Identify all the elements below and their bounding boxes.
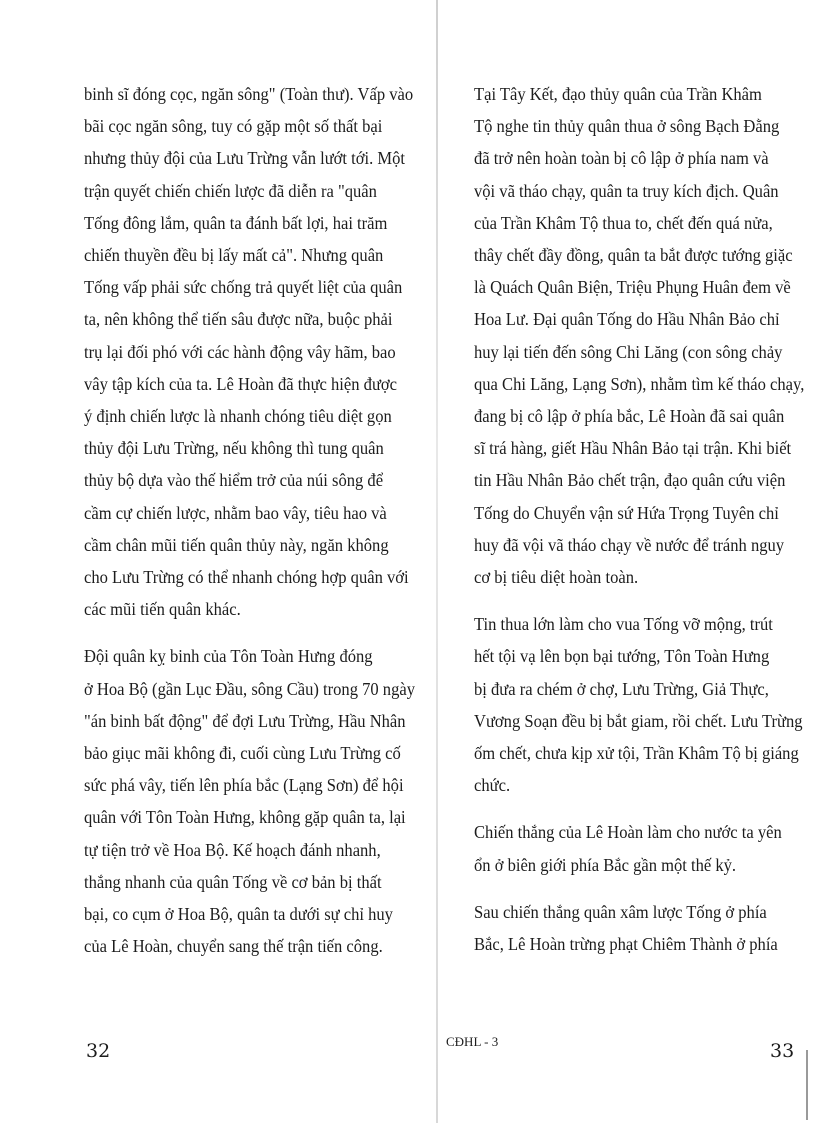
text-line: "án binh bất động" để đợi Lưu Trừng, Hầu Nhân [84, 710, 406, 731]
text-line: chức. [474, 775, 511, 796]
text-line: bị đưa ra chém ở chợ, Lưu Trừng, Giả Thực, [474, 678, 769, 699]
text-line: bảo giục mãi không đi, cuối cùng Lưu Trừng cố [84, 743, 401, 764]
text-line: trận quyết chiến chiến lược đã diễn ra "quân [84, 180, 377, 201]
text-line: Tại Tây Kết, đạo thủy quân của Trần Khâm [474, 84, 762, 104]
page-number: 32 [86, 1040, 111, 1062]
text-line: cầm chân mũi tiến quân thủy này, ngăn không [84, 534, 389, 555]
text-line: Đội quân kỵ binh của Tôn Toàn Hưng đóng [84, 646, 373, 667]
text-line: của Lê Hoàn, chuyển sang thế trận tiến công. [84, 936, 383, 957]
paragraph [84, 78, 419, 625]
text-line: quân với Tôn Toàn Hưng, không gặp quân ta, lại [84, 807, 406, 828]
text-line: Bắc, Lê Hoàn trừng phạt Chiêm Thành ở phía [474, 934, 778, 955]
text-line: sức phá vây, tiến lên phía bắc (Lạng Sơn) để hội [84, 775, 404, 796]
page-number: 33 [770, 1040, 795, 1062]
text-line: vây tập kích của ta. Lê Hoàn đã thực hiện được [84, 373, 398, 394]
text-line: tự tiện trở về Hoa Bộ. Kế hoạch đánh nhanh, [84, 839, 381, 860]
text-line: thây chết đầy đồng, quân ta bắt được tướng giặc [474, 245, 793, 266]
text-line: ổn ở biên giới phía Bắc gần một thế kỷ. [474, 854, 737, 875]
text-line: ở Hoa Bộ (gần Lục Đầu, sông Cầu) trong 70 ngày [84, 678, 415, 699]
text-line: hết tội vạ lên bọn bại tướng, Tôn Toàn Hưng [474, 646, 770, 667]
text-line: Tống đông lắm, quân ta đánh bất lợi, hai trăm [84, 212, 388, 233]
text-line: Chiến thắng của Lê Hoàn làm cho nước ta yên [474, 822, 782, 843]
text-line: cho Lưu Trừng có thể nhanh chóng hợp quân với [84, 567, 409, 588]
text-line: cơ bị tiêu diệt hoàn toàn. [474, 567, 639, 588]
text-line: binh sĩ đóng cọc, ngăn sông" (Toàn thư). Vấp vào [84, 84, 414, 104]
text-line: các mũi tiến quân khác. [84, 599, 241, 620]
left-page-text [84, 78, 419, 977]
right-page-text [474, 78, 805, 975]
text-line: nhưng thủy đội của Lưu Trừng vẫn lướt tới. Một [84, 148, 405, 169]
paragraph [474, 896, 791, 960]
text-line: Vương Soạn đều bị bắt giam, rồi chết. Lưu Trừng [474, 710, 803, 731]
text-line: thủy đội Lưu Trừng, nếu không thì tung quân [84, 438, 384, 459]
text-line: Tống do Chuyển vận sứ Hứa Trọng Tuyên chỉ [474, 502, 779, 523]
text-line: đang bị cô lập ở phía bắc, Lê Hoàn đã sai quân [474, 406, 785, 427]
text-line: Tin thua lớn làm cho vua Tống vỡ mộng, trút [474, 614, 773, 635]
paragraph [84, 640, 419, 962]
text-line: ta, nên không thể tiến sâu được nữa, buộc phải [84, 309, 393, 330]
text-line: chiến thuyền đều bị lấy mất cả". Nhưng quân [84, 245, 384, 266]
text-line: thắng nhanh của quân Tống về cơ bản bị thất [84, 871, 382, 892]
page-gutter [436, 0, 438, 1123]
text-line: Sau chiến thắng quân xâm lược Tống ở phía [474, 901, 767, 922]
paragraph [474, 608, 803, 801]
text-line: ý định chiến lược là nhanh chóng tiêu diệt gọn [84, 406, 392, 427]
text-line: Tộ nghe tin thủy quân thua ở sông Bạch Đằng [474, 116, 780, 137]
text-line: tin Hầu Nhân Bảo chết trận, đạo quân cứu viện [474, 470, 786, 491]
text-line: cầm cự chiến lược, nhằm bao vây, tiêu hao và [84, 502, 387, 523]
text-line: trụ lại đối phó với các hành động vây hãm, bao [84, 341, 396, 362]
paragraph [474, 78, 805, 593]
text-line: của Trần Khâm Tộ thua to, chết đến quá nửa, [474, 212, 773, 233]
text-line: qua Chi Lăng, Lạng Sơn), nhằm tìm kế tháo chạy, [474, 373, 805, 394]
text-line: huy đã vội vã tháo chạy về nước để tránh nguy [474, 534, 785, 555]
text-line: thủy bộ dựa vào thế hiểm trở của núi sông để [84, 470, 384, 491]
signature-mark: CĐHL - 3 [446, 1034, 499, 1049]
text-line: là Quách Quân Biện, Triệu Phụng Huân đem về [474, 277, 791, 298]
text-line: vội vã tháo chạy, quân ta truy kích địch. Quân [474, 180, 779, 201]
paragraph [474, 816, 791, 880]
text-line: sĩ trá hàng, giết Hầu Nhân Bảo tại trận. Khi biết [474, 438, 792, 459]
text-line: Hoa Lư. Đại quân Tống do Hầu Nhân Bảo chỉ [474, 309, 780, 330]
text-line: đã trở nên hoàn toàn bị cô lập ở phía nam và [474, 148, 769, 169]
page-edge-mark [806, 1050, 808, 1120]
text-line: huy lại tiến đến sông Chi Lăng (con sông chảy [474, 341, 783, 362]
text-line: ốm chết, chưa kịp xử tội, Trần Khâm Tộ bị giáng [474, 743, 799, 764]
text-line: Tống vấp phải sức chống trả quyết liệt của quân [84, 277, 403, 298]
text-line: bại, co cụm ở Hoa Bộ, quân ta dưới sự chỉ huy [84, 904, 393, 925]
text-line: bãi cọc ngăn sông, tuy có gặp một số thất bại [84, 116, 383, 137]
